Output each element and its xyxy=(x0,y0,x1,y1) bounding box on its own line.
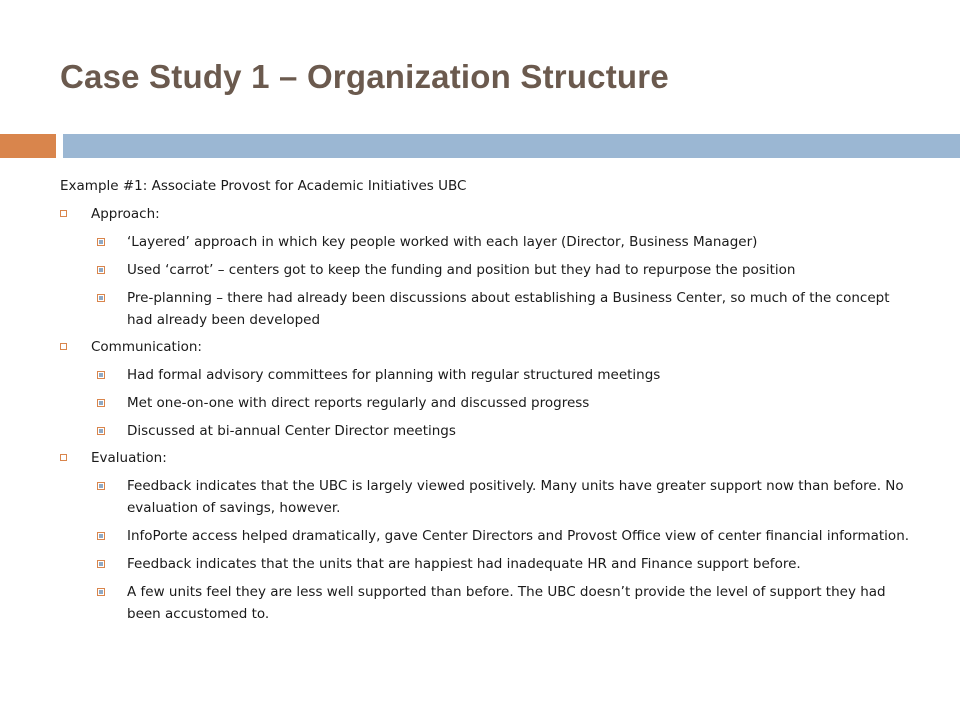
section-heading xyxy=(60,204,910,224)
list-item xyxy=(60,420,910,442)
list-item xyxy=(60,392,910,414)
filled-square-bullet-icon xyxy=(97,238,105,246)
list-item xyxy=(60,525,910,547)
list-item-text: Discussed at bi-annual Center Director meetings xyxy=(127,423,456,439)
hollow-square-bullet-icon xyxy=(60,210,67,217)
section-evaluation xyxy=(60,448,910,625)
filled-square-bullet-icon xyxy=(97,588,105,596)
list-item xyxy=(60,287,910,331)
list-item-text: Used ‘carrot’ – centers got to keep the funding and position but they had to repurpose the position xyxy=(127,262,796,278)
section-heading-text: Evaluation: xyxy=(91,450,167,466)
list-item-text: Feedback indicates that the UBC is largely viewed positively. Many units have greater support now than before. No evaluation of savings, however. xyxy=(127,478,904,516)
hollow-square-bullet-icon xyxy=(60,454,67,461)
list-item-text: Had formal advisory committees for planning with regular structured meetings xyxy=(127,367,661,383)
filled-square-bullet-icon xyxy=(97,294,105,302)
list-item xyxy=(60,259,910,281)
list-item-text: Pre-planning – there had already been discussions about establishing a Business Center, so much of the concept had already been developed xyxy=(127,290,890,328)
section-heading-text: Communication: xyxy=(91,339,202,355)
filled-square-bullet-icon xyxy=(97,371,105,379)
list-item xyxy=(60,231,910,253)
filled-square-bullet-icon xyxy=(97,427,105,435)
list-item-text: Feedback indicates that the units that are happiest had inadequate HR and Finance support before. xyxy=(127,556,801,572)
list-item-text: ‘Layered’ approach in which key people worked with each layer (Director, Business Manager) xyxy=(127,234,758,250)
section-approach xyxy=(60,204,910,331)
slide-title: Case Study 1 – Organization Structure xyxy=(60,58,669,95)
list-item-text: A few units feel they are less well supported than before. The UBC doesn’t provide the level of support they had been accustomed to. xyxy=(127,584,886,622)
list-item xyxy=(60,581,910,625)
list-item xyxy=(60,364,910,386)
section-heading-text: Approach: xyxy=(91,206,160,222)
list-item-text: InfoPorte access helped dramatically, gave Center Directors and Provost Office view of center financial information. xyxy=(127,528,910,544)
list-item xyxy=(60,475,910,519)
header-band xyxy=(63,134,960,158)
list-item xyxy=(60,553,910,575)
filled-square-bullet-icon xyxy=(97,532,105,540)
list-item-text: Met one-on-one with direct reports regularly and discussed progress xyxy=(127,395,590,411)
filled-square-bullet-icon xyxy=(97,482,105,490)
accent-bar xyxy=(0,134,56,158)
filled-square-bullet-icon xyxy=(97,560,105,568)
section-heading xyxy=(60,337,910,357)
intro-line: Example #1: Associate Provost for Academic Initiatives UBC xyxy=(60,178,467,194)
section-communication xyxy=(60,337,910,442)
filled-square-bullet-icon xyxy=(97,399,105,407)
section-heading xyxy=(60,448,910,468)
hollow-square-bullet-icon xyxy=(60,343,67,350)
filled-square-bullet-icon xyxy=(97,266,105,274)
slide-content xyxy=(60,176,910,631)
